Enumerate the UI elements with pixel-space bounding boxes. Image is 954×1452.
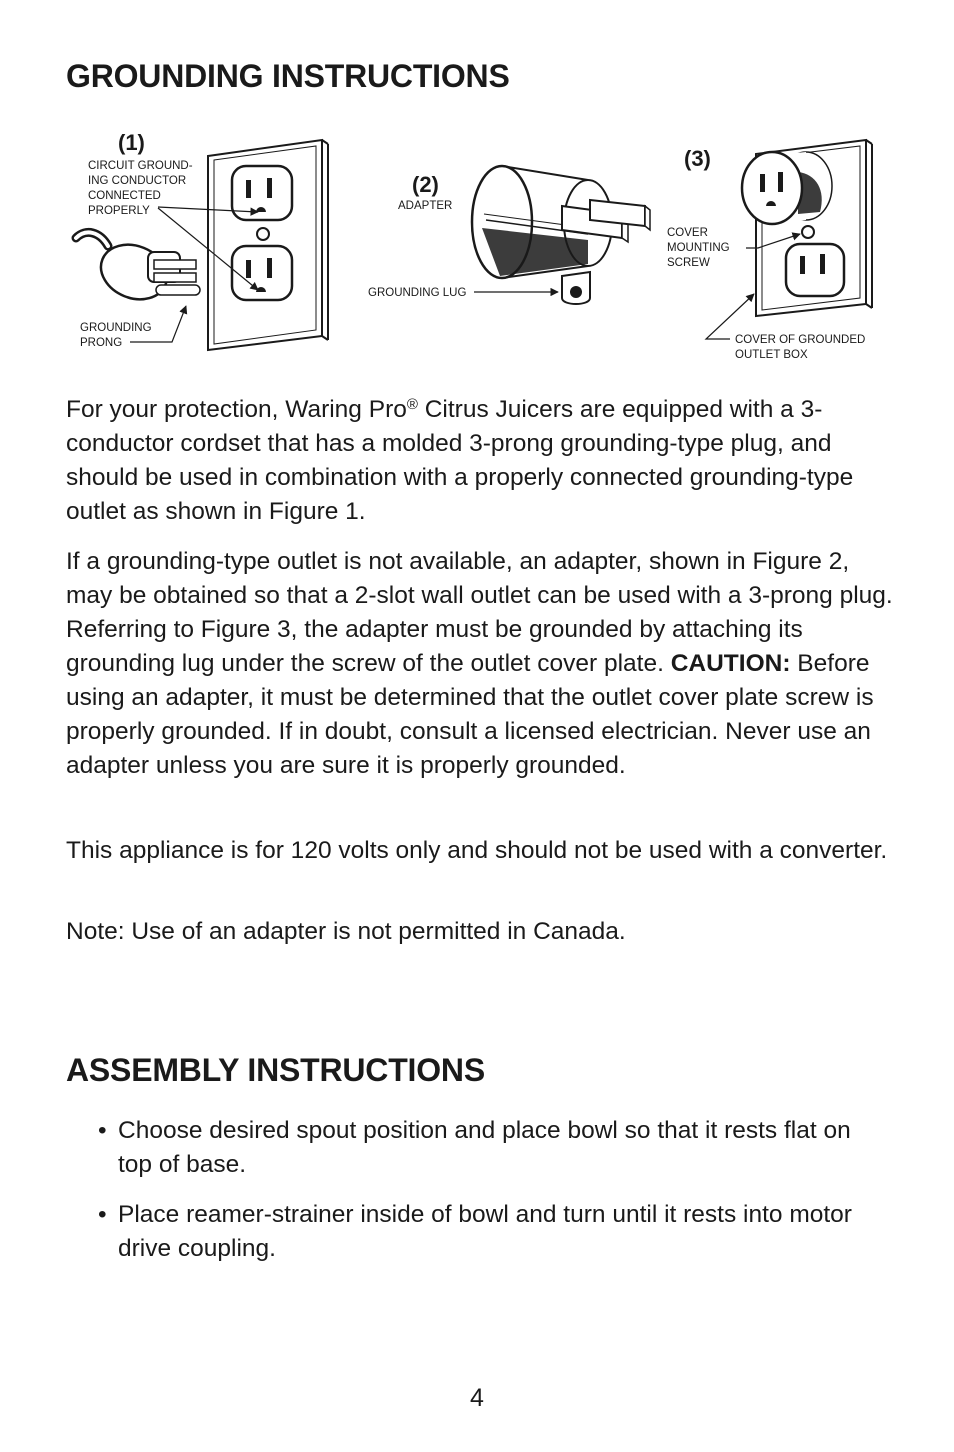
fig2-adapter xyxy=(472,166,650,304)
registered-mark: ® xyxy=(406,395,418,413)
protection-text-start: For your protection, Waring Pro xyxy=(66,396,407,423)
grounding-figures xyxy=(60,128,900,378)
figure-3-number: (3) xyxy=(684,146,711,171)
caution-label: CAUTION: xyxy=(670,650,791,677)
grounding-heading: GROUNDING INSTRUCTIONS xyxy=(66,58,510,94)
figure-2 xyxy=(368,166,650,304)
canada-note: Note: Use of an adapter is not permitted in Canada. xyxy=(66,918,626,945)
fig3-screw-line-2: MOUNTING xyxy=(667,242,730,254)
voltage-paragraph: This appliance is for 120 volts only and should not be used with a converter. xyxy=(66,837,888,864)
adapter-text-start: If a grounding-type outlet is not available, an adapter, shown in Figure 2, may be obtained so that a 2-slot wall outlet can be used with a 3-prong plug. Referring to Figure 3, the adapter must be grounded by attaching its grounding lug under the screw of the outlet cover plate. xyxy=(66,548,893,677)
assembly-step: • Choose desired spout position and place bowl so that it rests flat on top of base. xyxy=(96,1114,886,1182)
figure-1-number: (1) xyxy=(118,130,145,155)
figure-3 xyxy=(667,140,872,361)
assembly-steps xyxy=(96,1114,886,1282)
fig3-box-line-1: COVER OF GROUNDED xyxy=(735,334,866,346)
grounding-diagram xyxy=(60,128,900,378)
adapter-text-end: Before using an adapter, it must be determined that the outlet cover plate screw is properly grounded. If in doubt, consult a licensed electrician. Never use an adapter unless you are sure it is properly grounded. xyxy=(66,650,874,779)
fig2-adapter-label: ADAPTER xyxy=(398,200,453,212)
assembly-heading: ASSEMBLY INSTRUCTIONS xyxy=(66,1052,485,1088)
fig1-label-line-3: CONNECTED xyxy=(88,190,161,202)
fig1-label-line-2: ING CONDUCTOR xyxy=(88,175,187,187)
fig3-screw-line-1: COVER xyxy=(667,227,708,239)
fig1-prong-line-2: PRONG xyxy=(80,337,123,349)
figure-2-number: (2) xyxy=(412,172,439,197)
assembly-step: • Place reamer-strainer inside of bowl and turn until it rests into motor drive coupling. xyxy=(96,1198,886,1266)
fig1-label-line-1: CIRCUIT GROUND- xyxy=(88,160,193,172)
fig3-wall-plate xyxy=(742,140,872,316)
protection-text-end: Citrus Juicers are equipped with a 3-conductor cordset that has a molded 3-prong grounding-type plug, and should be used in combination with a properly connected grounding-type outlet as shown in Figure 1. xyxy=(66,396,854,525)
protection-paragraph xyxy=(66,393,896,529)
fig1-wall-plate xyxy=(208,140,328,350)
fig2-lug-label: GROUNDING LUG xyxy=(368,287,467,299)
page-number: 4 xyxy=(470,1384,484,1412)
fig3-screw-line-3: SCREW xyxy=(667,257,710,269)
fig3-box-line-2: OUTLET BOX xyxy=(735,349,808,361)
adapter-paragraph xyxy=(66,545,896,783)
fig1-plug xyxy=(76,232,200,308)
fig1-label-line-4: PROPERLY xyxy=(88,205,150,217)
fig1-prong-line-1: GROUNDING xyxy=(80,322,152,334)
figure-1 xyxy=(76,130,328,350)
